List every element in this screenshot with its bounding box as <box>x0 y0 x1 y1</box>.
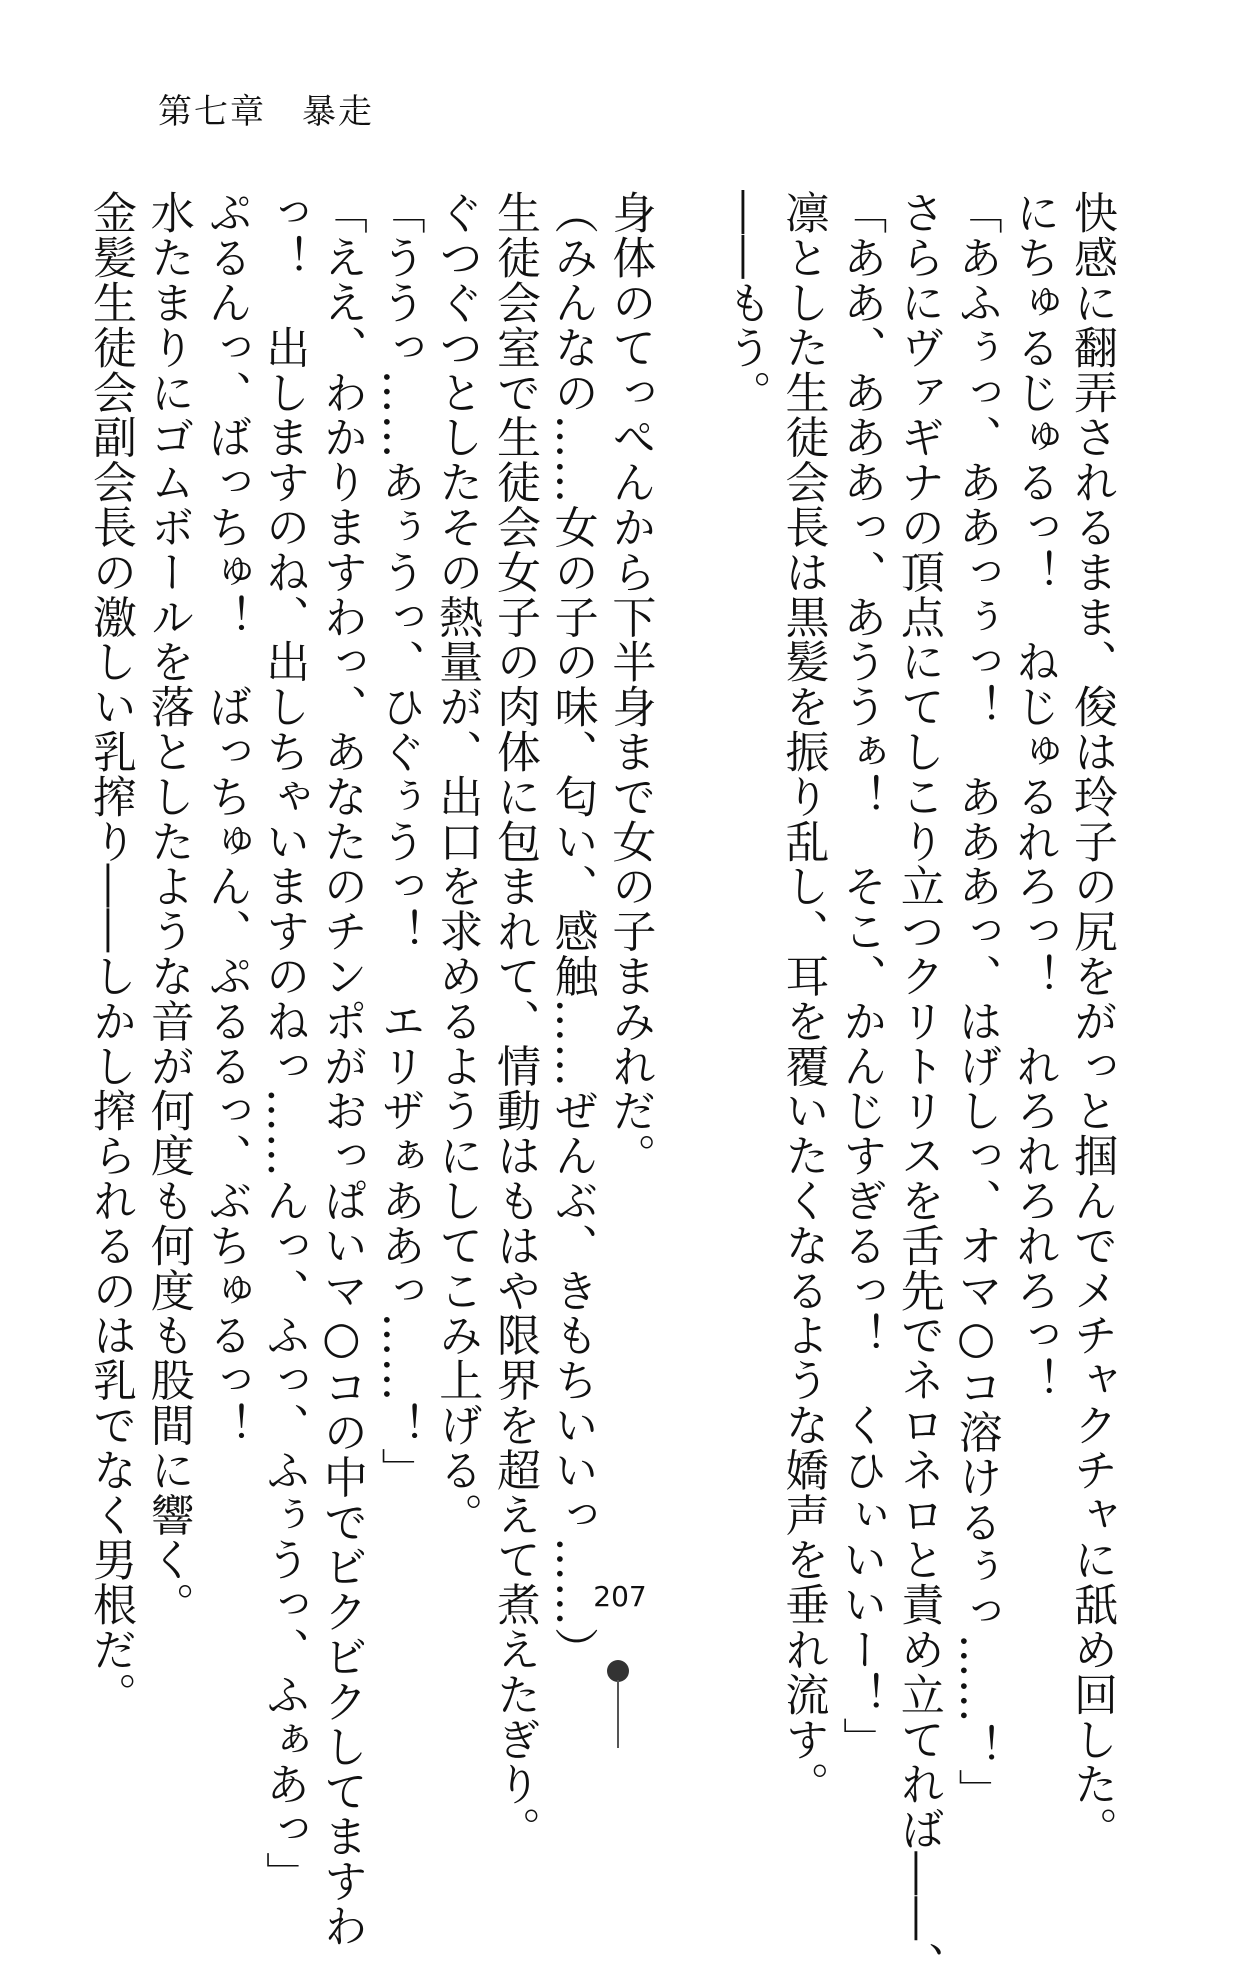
page-number: 207 <box>593 1580 647 1613</box>
chapter-header: 第七章 暴走 <box>158 92 374 132</box>
text-line: さらにヴァギナの頂点にてしこり立つクリトリスを舌先でネロネロと責め立てれば――、 <box>892 190 944 1986</box>
text-line: 「ああ、あああっ、あううぁ！ そこ、かんじすぎるっ！ くひぃいいー！」 <box>835 190 887 1762</box>
text-line: 「ええ、わかりますわっ、あなたのチンポがおっぱいマ○コの中でビクビクしてますわ <box>315 190 367 1949</box>
page-marker-line <box>617 1680 619 1748</box>
vertical-body-text <box>85 190 1120 1986</box>
text-line: にちゅるじゅるっ！ ねじゅるれろっ！ れろれろれろっ！ <box>1008 190 1060 1403</box>
text-line: っ！ 出しますのね、出しちゃいますのねっ……んっ、ふっ、ふぅうっ、ふぁあっ」 <box>258 190 310 1897</box>
text-line: 「ううっ……あぅうっ、ひぐぅうっ！ エリザぁああっ……！」 <box>373 190 425 1493</box>
text-line: 身体のてっぺんから下半身まで女の子まみれだ。 <box>604 190 656 1178</box>
text-line: ぷるんっ、ばっちゅ！ ばっちゅん、ぷるるっ、ぶちゅるっ！ <box>200 190 252 1448</box>
text-line: ぐつぐつとしたその熱量が、出口を求めるようにしてこみ上げる。 <box>431 190 483 1537</box>
text-line: （みんなの……女の子の味、匂い、感触……ぜんぶ、きもちいいっ……） <box>546 190 598 1672</box>
text-line: 金髪生徒会副会長の激しい乳搾り――しかし搾られるのは乳でなく男根だ。 <box>85 190 137 1717</box>
text-line: 水たまりにゴムボールを落としたような音が何度も何度も股間に響く。 <box>142 190 194 1627</box>
text-line: 「あふぅっ、ああっぅっ！ あああっ、はげしっ、オマ○コ溶けるぅっ……！」 <box>950 190 1002 1814</box>
text-line: 生徒会室で生徒会女子の肉体に包まれて、情動はもはや限界を超えて煮えたぎり。 <box>488 190 540 1852</box>
page-marker-dot <box>607 1660 629 1682</box>
text-line: ――もう。 <box>719 190 771 415</box>
text-line: 凛とした生徒会長は黒髪を振り乱し、耳を覆いたくなるような嬌声を垂れ流す。 <box>777 190 829 1807</box>
blank-line <box>658 190 716 1630</box>
text-line: 快感に翻弄されるまま、俊は玲子の尻をがっと掴んでメチャクチャに舐め回した。 <box>1066 190 1117 1852</box>
